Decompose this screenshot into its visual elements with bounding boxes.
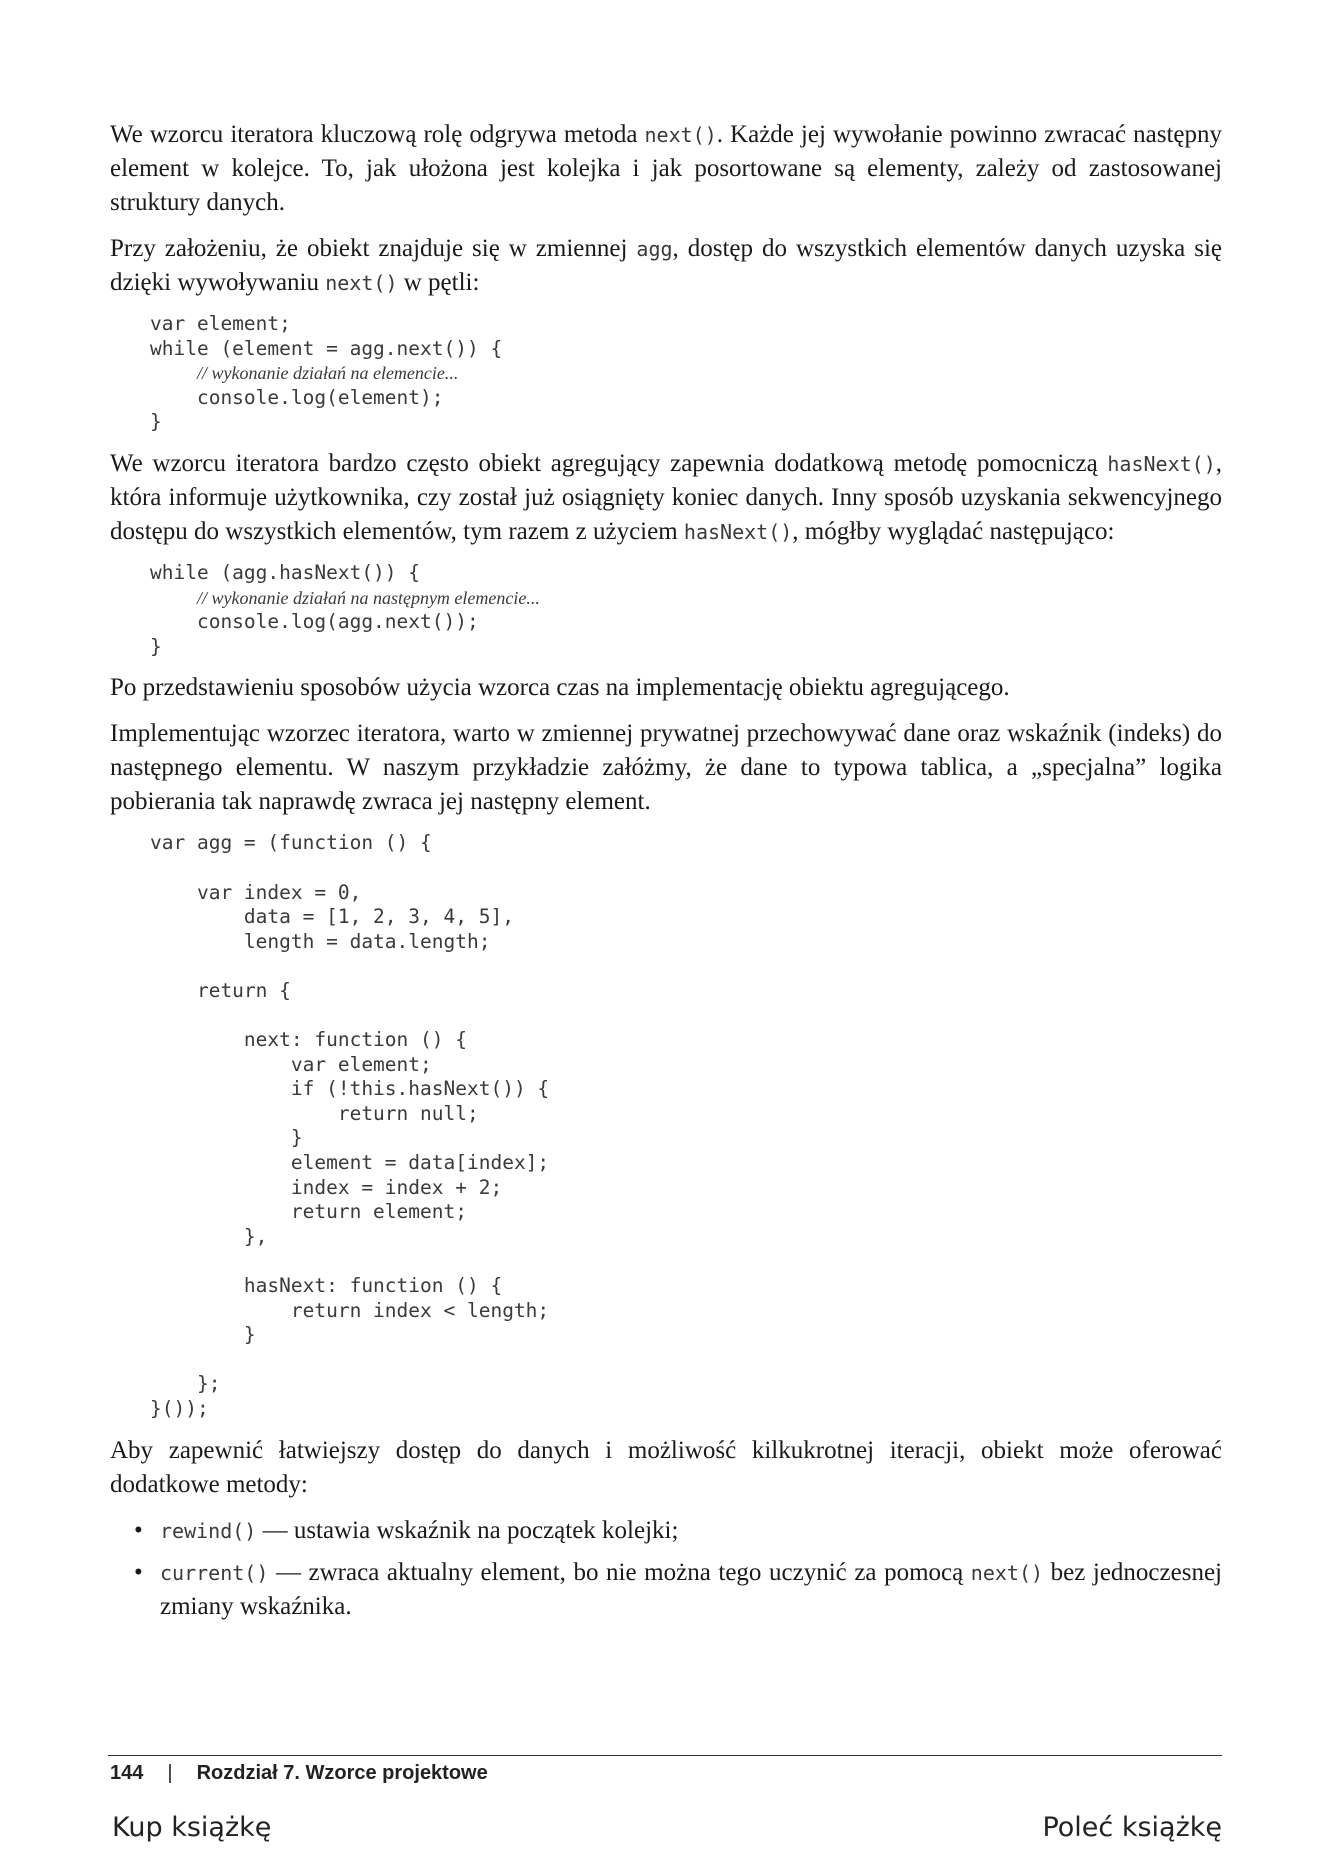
code-line: }()); [150, 1397, 209, 1420]
list-item [110, 1514, 1222, 1548]
text-run: Aby zapewnić łatwiejszy dostęp do danych i możliwość kilkukrotnej iteracji, obiekt może oferować dodatkowe metody: [110, 1436, 1222, 1498]
text-run: bez jednoczesnej zmiany wskaźnika. [160, 1558, 1222, 1620]
code-line: }; [150, 1372, 221, 1396]
code-line: var element; [150, 1052, 432, 1076]
text-run: Przy założeniu, że obiekt znajduje się w zmiennej [110, 235, 637, 262]
code-line: } [150, 634, 162, 658]
code-comment-line: // wykonanie działań na następnym elemencie... [196, 587, 540, 608]
code-line: var index = 0, [150, 880, 362, 904]
code-line: data = [1, 2, 3, 4, 5], [150, 905, 514, 929]
inline-code: next() [970, 1560, 1044, 1585]
page-content [110, 118, 1222, 1632]
method-list [110, 1514, 1222, 1624]
code-line [150, 1004, 1222, 1029]
paragraph [110, 717, 1222, 819]
page-number: 144 [110, 1762, 144, 1784]
text-run: w pętli: [397, 269, 480, 296]
code-line: if (!this.hasNext()) { [150, 1077, 550, 1101]
inline-code: next() [325, 271, 398, 295]
paragraph [110, 118, 1222, 220]
code-line: } [150, 1126, 303, 1150]
chapter-title: Rozdział 7. Wzorce projektowe [196, 1762, 488, 1784]
inline-code: current() [160, 1560, 269, 1585]
code-block [150, 561, 1222, 659]
code-block [150, 312, 1222, 435]
code-line: } [150, 410, 162, 434]
code-line: return null; [150, 1101, 479, 1125]
code-line: element = data[index]; [150, 1151, 550, 1175]
code-line: while (element = agg.next()) { [150, 336, 503, 360]
code-line: index = index + 2; [150, 1175, 503, 1199]
code-comment-line: // wykonanie działań na elemencie... [196, 363, 459, 384]
footer-separator: | [167, 1762, 173, 1784]
bullet-icon: • [134, 1516, 143, 1544]
inline-code: hasNext() [1107, 451, 1216, 476]
code-line [150, 1249, 1222, 1274]
code-line [150, 856, 1222, 881]
code-line: console.log(element); [150, 385, 444, 409]
code-line [150, 954, 1222, 979]
code-line: var agg = (function () { [150, 831, 432, 855]
inline-code: next() [644, 123, 717, 147]
footer-divider [108, 1755, 1222, 1756]
code-line: next: function () { [150, 1028, 467, 1052]
code-line: } [150, 1323, 256, 1347]
recommend-book-link[interactable]: Poleć książkę [1042, 1812, 1222, 1843]
code-line: length = data.length; [150, 929, 491, 953]
text-run: Po przedstawieniu sposobów użycia wzorca czas na implementację obiektu agregującego. [110, 674, 1010, 702]
paragraph [110, 232, 1222, 300]
text-run: , mógłby wyglądać następująco: [792, 517, 1115, 545]
text-run: . Każde jej wywołanie powinno zwracać następny element w kolejce. To, jak ułożona jest kolejka i jak posortowane są elementy, zależy od zastosowanej struktury danych. [110, 121, 1222, 216]
inline-code: rewind() [160, 1518, 257, 1543]
code-line: }, [150, 1224, 268, 1248]
text-run: Implementując wzorzec iteratora, warto w zmiennej prywatnej przechowywać dane oraz wskaźnik (indeks) do następnego elementu. W naszym przykładzie załóżmy, że dane to typowa tablica, a „specjalna” logika pobierania tak naprawdę zwraca jej następny element. [110, 720, 1222, 816]
code-line: return { [150, 978, 291, 1002]
text-run: We wzorcu iteratora bardzo często obiekt agregujący zapewnia dodatkową metodę pomocniczą [110, 449, 1108, 477]
paragraph [110, 447, 1222, 549]
code-line: return element; [150, 1200, 467, 1224]
text-run: , która informuje użytkownika, czy został już osiągnięty koniec danych. Inny sposób uzyskania sekwencyjnego dostępu do wszystkich elementów, tym razem z użyciem [110, 449, 1222, 545]
code-line: return index < length; [150, 1298, 550, 1322]
buy-book-link[interactable]: Kup książkę [112, 1812, 272, 1843]
code-line: console.log(agg.next()); [150, 610, 479, 634]
text-run: — ustawia wskaźnik na początek kolejki; [256, 1516, 679, 1544]
text-run: — zwraca aktualny element, bo nie można tego uczynić za pomocą [268, 1558, 971, 1586]
text-run: , dostęp do wszystkich elementów danych uzyska się dzięki wywoływaniu [110, 235, 1222, 296]
page-footer [110, 1762, 488, 1785]
code-line: while (agg.hasNext()) { [150, 560, 421, 584]
paragraph [110, 1434, 1222, 1502]
code-line: hasNext: function () { [150, 1274, 503, 1298]
inline-code: hasNext() [683, 519, 793, 544]
inline-code: agg [636, 237, 673, 261]
paragraph [110, 671, 1222, 705]
text-run: We wzorcu iteratora kluczową rolę odgrywa metoda [110, 121, 645, 148]
list-item [110, 1556, 1222, 1624]
bullet-icon: • [134, 1558, 143, 1586]
code-line: var element; [150, 312, 291, 335]
code-line [150, 1348, 1222, 1373]
code-block [150, 831, 1222, 1421]
